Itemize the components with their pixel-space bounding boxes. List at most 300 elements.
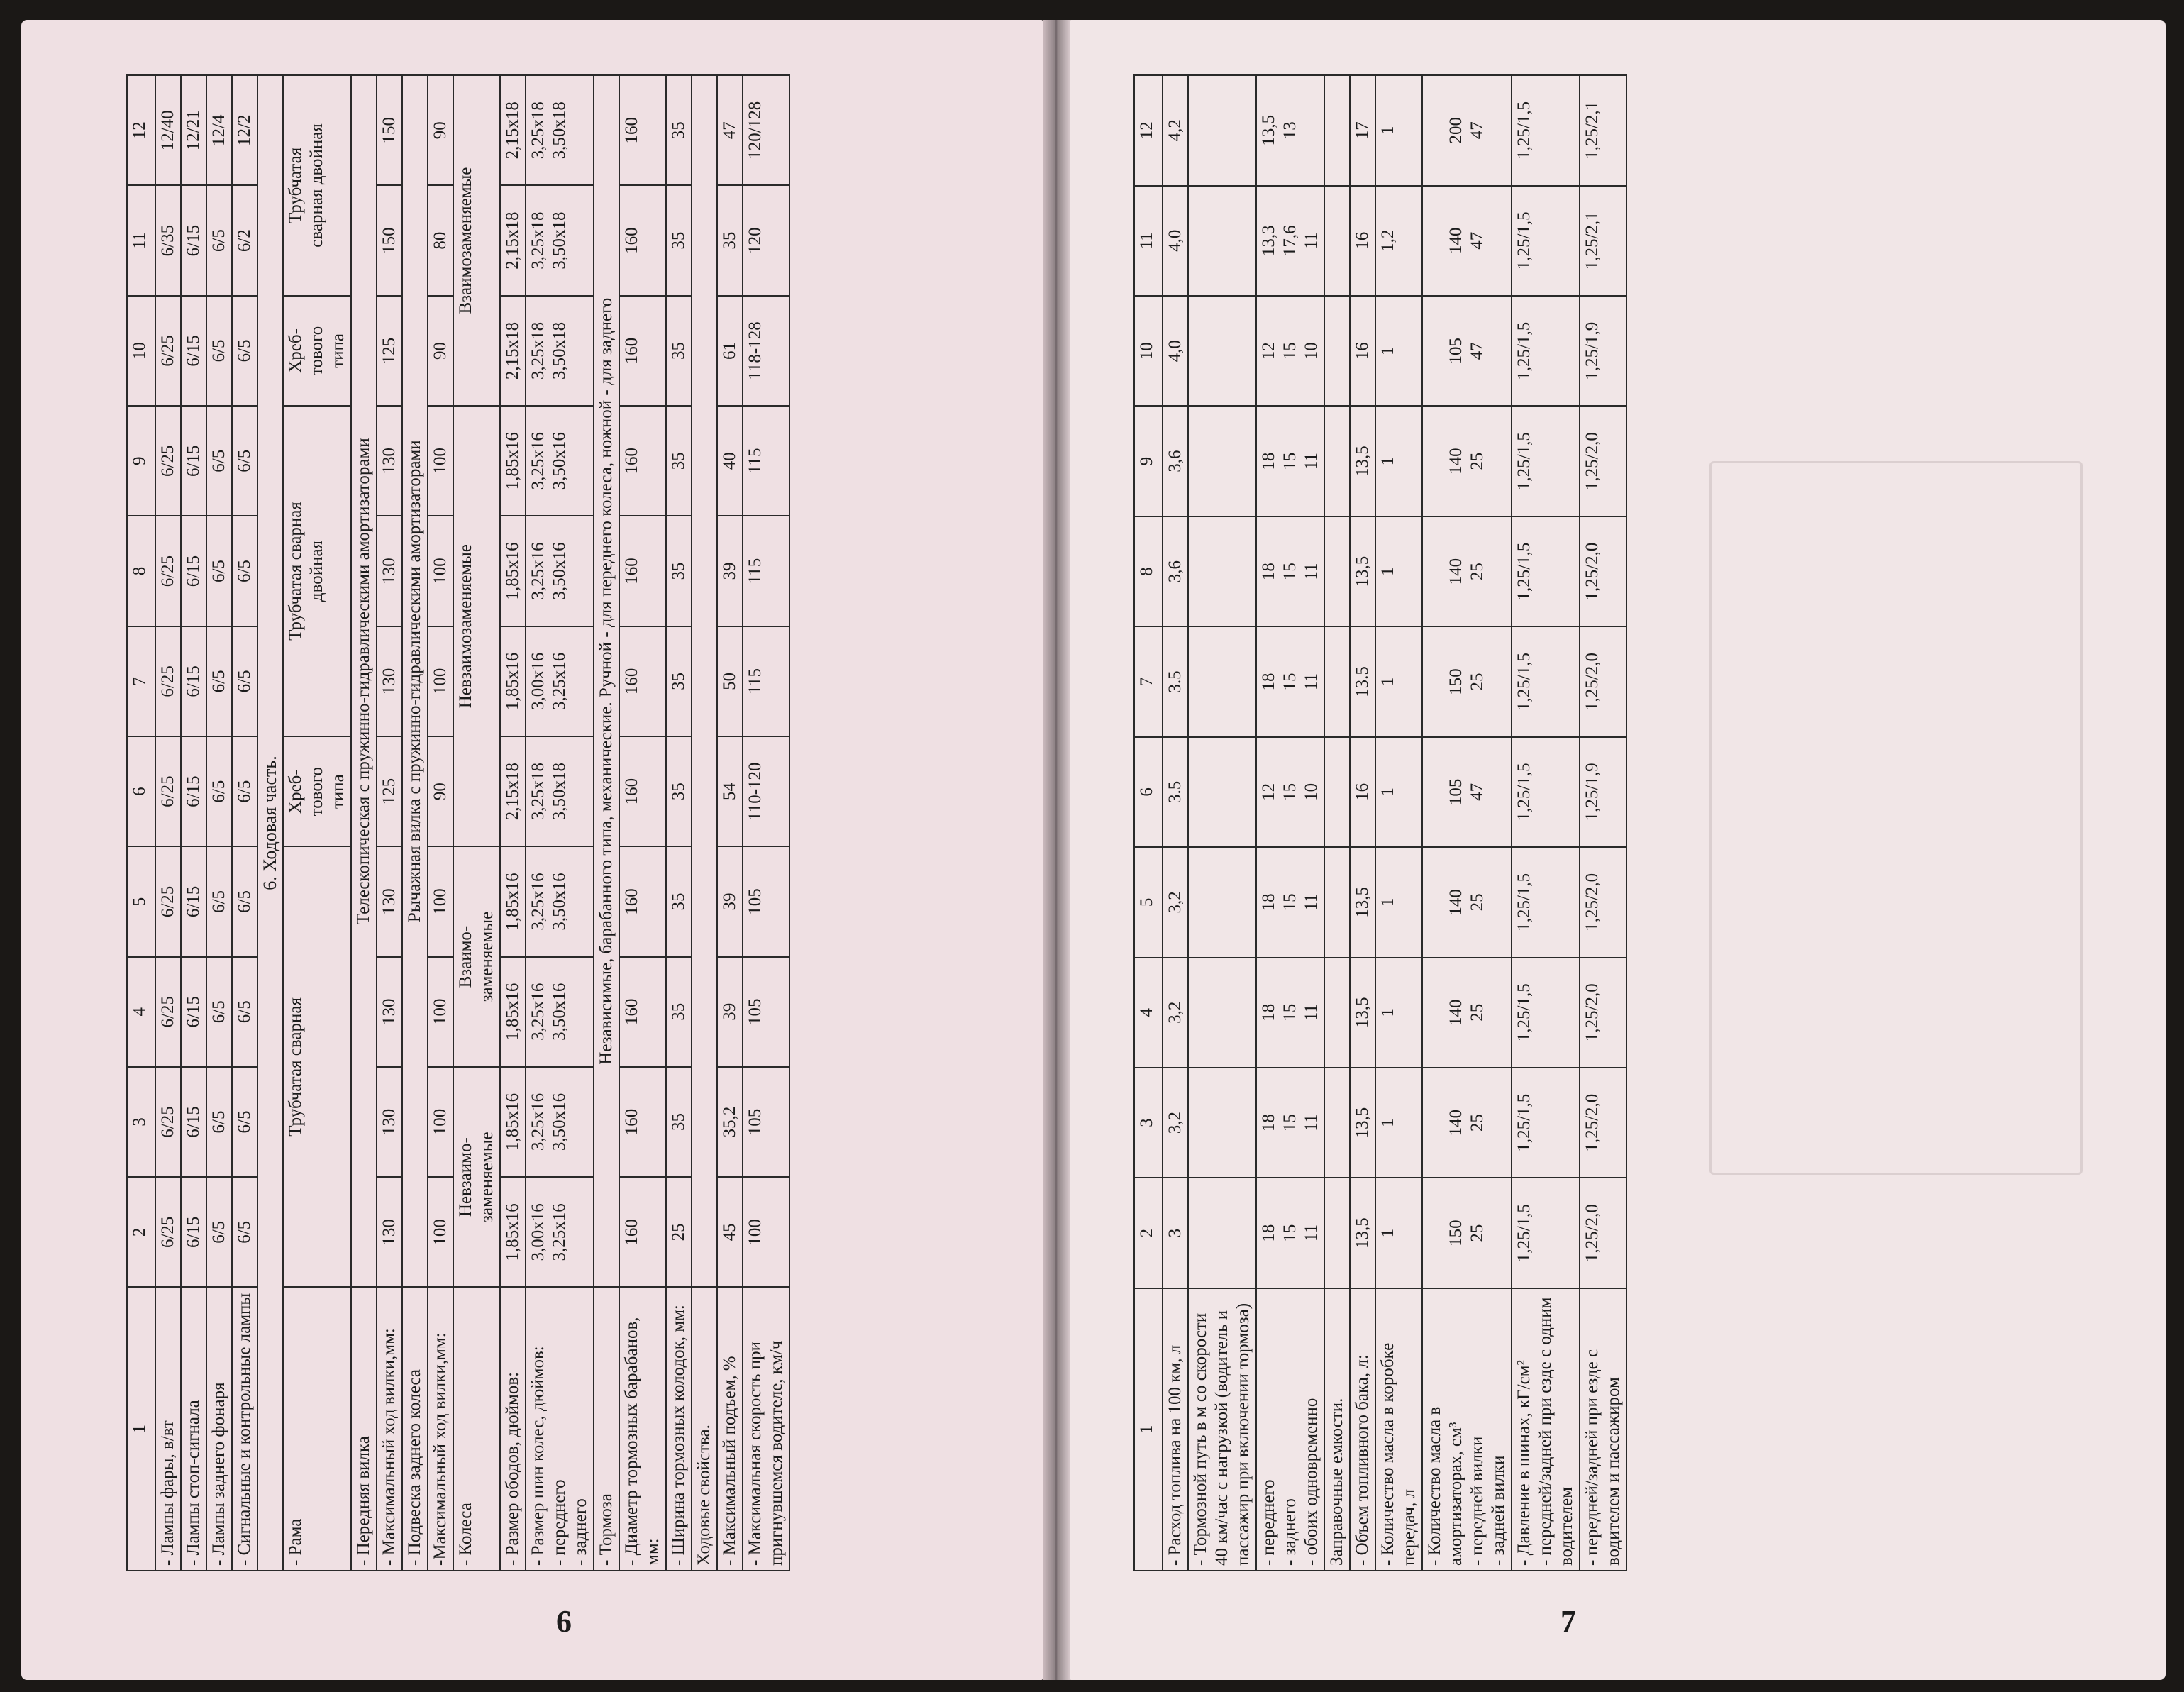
row-value: 1 (1375, 296, 1422, 406)
column-header: 6 (127, 736, 155, 846)
row-value: 1 (1375, 626, 1422, 736)
row-value: 6/25 (155, 516, 181, 626)
row-label: - Диаметр тормозных барабанов, мм: (619, 1287, 666, 1571)
row-value: 35 (666, 1067, 692, 1177)
row-value: 12/21 (181, 75, 206, 186)
row-value: 2,15x18 (500, 186, 526, 296)
row-value: 105 47 (1422, 296, 1512, 406)
row-value (1188, 406, 1256, 516)
row-value: 6/5 (206, 1177, 232, 1287)
row-label: - Рама (283, 1287, 351, 1571)
row-value: 61 (717, 296, 743, 406)
row-value: 3,2 (1163, 958, 1188, 1068)
row-value: 18 15 11 (1256, 406, 1324, 516)
row-value: 18 15 11 (1256, 626, 1324, 736)
row-value: 1,25/2,1 (1580, 75, 1626, 186)
row-label: - Размер шин колес, дюймов: - переднего - заднего (526, 1287, 594, 1571)
row-value: 3.5 (1163, 626, 1188, 736)
row-value: 1 (1375, 737, 1422, 847)
row-value: 125 (377, 296, 402, 406)
row-value: 39 (717, 516, 743, 626)
column-header: 4 (127, 957, 155, 1067)
row-value (1188, 1068, 1256, 1178)
column-header: 12 (1134, 75, 1163, 186)
row-value: 3,00x16 3,25x16 (526, 1177, 594, 1287)
row-value: 160 (619, 626, 666, 736)
row-value (1188, 626, 1256, 736)
row-value: 1,25/1,5 (1512, 847, 1580, 957)
table-row (232, 75, 257, 1571)
row-value: 1,25/2,0 (1580, 847, 1626, 957)
row-value (1324, 186, 1350, 296)
table-row (619, 75, 666, 1571)
left-specs-table-wrapper (126, 74, 790, 1571)
row-value: 6/5 (232, 1177, 257, 1287)
row-value: 100 (428, 846, 453, 956)
row-value: 35,2 (717, 1067, 743, 1177)
row-value: 1,25/1,5 (1512, 296, 1580, 406)
row-label: -Максимальный ход вилки,мм: (428, 1287, 453, 1571)
row-value: 110-120 (743, 736, 789, 846)
row-label: - Расход топлива на 100 км, л (1163, 1288, 1188, 1571)
row-value: 1,25/1,5 (1512, 75, 1580, 186)
row-value: 6/15 (181, 1177, 206, 1287)
row-label: - Подвеска заднего колеса (402, 1287, 428, 1571)
row-value: 39 (717, 846, 743, 956)
row-value: 3,25x16 3,50x16 (526, 406, 594, 516)
row-value: 18 15 11 (1256, 516, 1324, 626)
row-value: 150 (377, 186, 402, 296)
row-label: - передней/задней при езде с водителем и пассажиром (1580, 1288, 1626, 1571)
row-value: 115 (743, 626, 789, 736)
row-value: 6/15 (181, 1067, 206, 1177)
row-value: 140 25 (1422, 847, 1512, 957)
row-value: 6/15 (181, 516, 206, 626)
row-value: 45 (717, 1177, 743, 1287)
row-value: 6/35 (155, 186, 181, 296)
row-value: 4,0 (1163, 296, 1188, 406)
row-label: - переднего - заднего - обоих одновременно (1256, 1288, 1324, 1571)
row-value: 1 (1375, 1068, 1422, 1178)
row-value: 6/5 (232, 406, 257, 516)
column-header: 9 (1134, 406, 1163, 516)
grouped-value: Хреб- тового типа (283, 296, 351, 406)
row-value: 2,15x18 (500, 296, 526, 406)
row-value: 6/5 (232, 957, 257, 1067)
row-value: 1 (1375, 847, 1422, 957)
row-value: 140 25 (1422, 406, 1512, 516)
row-value: 1,85x16 (500, 1067, 526, 1177)
row-value: 1,25/1,5 (1512, 626, 1580, 736)
spanning-value: Телескопическая с пружинно-гидравлическими амортизаторами (351, 75, 377, 1287)
row-label: - Объем топливного бака, л: (1350, 1288, 1375, 1571)
column-header: 11 (1134, 186, 1163, 296)
empty-cell (692, 75, 717, 1287)
row-value: 160 (619, 736, 666, 846)
table-row (717, 75, 743, 1571)
row-value: 160 (619, 516, 666, 626)
row-value: 3,25x18 3,50x18 (526, 296, 594, 406)
row-value: 1,25/2,0 (1580, 406, 1626, 516)
row-value (1324, 626, 1350, 736)
row-value: 1,25/2,0 (1580, 1068, 1626, 1178)
table-row (526, 75, 594, 1571)
table-row (206, 75, 232, 1571)
row-value: 6/15 (181, 186, 206, 296)
row-value: 6/2 (232, 186, 257, 296)
row-value: 160 (619, 186, 666, 296)
row-value: 6/5 (206, 1067, 232, 1177)
row-value: 12/2 (232, 75, 257, 186)
row-label: Ходовые свойства. (692, 1287, 717, 1571)
row-value: 1,25/1,5 (1512, 406, 1580, 516)
table-row (377, 75, 402, 1571)
table-row (155, 75, 181, 1571)
row-value: 6/15 (181, 846, 206, 956)
row-value: 130 (377, 1177, 402, 1287)
table-header-row (1134, 75, 1163, 1571)
row-value (1188, 516, 1256, 626)
row-value: 100 (428, 406, 453, 516)
row-value: 1 (1375, 406, 1422, 516)
row-value: 35 (666, 186, 692, 296)
row-value: 150 25 (1422, 1178, 1512, 1288)
row-value: 6/25 (155, 296, 181, 406)
row-value (1188, 186, 1256, 296)
row-value: 130 (377, 1067, 402, 1177)
row-value: 6/15 (181, 296, 206, 406)
table-row (666, 75, 692, 1571)
row-value: 3,00x16 3,25x16 (526, 626, 594, 736)
row-value: 35 (717, 186, 743, 296)
row-value: 3,2 (1163, 1068, 1188, 1178)
row-value: 13,5 (1350, 1178, 1375, 1288)
row-value (1324, 958, 1350, 1068)
row-value (1324, 516, 1350, 626)
row-value: 100 (428, 516, 453, 626)
row-value: 6/5 (206, 846, 232, 956)
row-value: 3 (1163, 1178, 1188, 1288)
row-value: 6/5 (232, 516, 257, 626)
row-value: 100 (743, 1177, 789, 1287)
row-value: 160 (619, 1177, 666, 1287)
row-value: 13,5 13 (1256, 75, 1324, 186)
row-value: 3,25x18 3,50x18 (526, 75, 594, 186)
table-row (181, 75, 206, 1571)
row-value: 1,25/2,1 (1580, 186, 1626, 296)
column-header: 12 (127, 75, 155, 186)
row-value: 3,25x16 3,50x16 (526, 957, 594, 1067)
row-value: 120/128 (743, 75, 789, 186)
row-value: 150 25 (1422, 626, 1512, 736)
row-label: - Количество масла в амортизаторах, см³ - передней вилки - задней вилки (1422, 1288, 1512, 1571)
row-value: 1 (1375, 516, 1422, 626)
table-row (283, 75, 351, 1571)
row-value: 2,15x18 (500, 736, 526, 846)
table-row (1512, 75, 1580, 1571)
row-value: 100 (428, 1177, 453, 1287)
row-value: 16 (1350, 186, 1375, 296)
table-row (402, 75, 428, 1571)
row-label: - Максимальная скорость при пригнувшемся водителе, км/ч (743, 1287, 789, 1571)
row-label: - Передняя вилка (351, 1287, 377, 1571)
row-value: 35 (666, 296, 692, 406)
row-value: 47 (717, 75, 743, 186)
row-value: 140 47 (1422, 186, 1512, 296)
column-header: 7 (1134, 626, 1163, 736)
row-value: 4,2 (1163, 75, 1188, 186)
section-row (257, 75, 283, 1571)
row-value: 1,25/2,0 (1580, 958, 1626, 1068)
page-number-right: 7 (1561, 1604, 1576, 1639)
row-value: 35 (666, 75, 692, 186)
column-header: 8 (1134, 516, 1163, 626)
row-value (1324, 1178, 1350, 1288)
row-label: - Тормозной путь в м со скорости 40 км/час с нагрузкой (водитель и пассажир при включении тормоза) (1188, 1288, 1256, 1571)
performance-specs-table (1133, 74, 1627, 1571)
row-value: 1,25/1,9 (1580, 737, 1626, 847)
row-value: 90 (428, 75, 453, 186)
row-value: 6/15 (181, 957, 206, 1067)
table-row (1422, 75, 1512, 1571)
row-value: 39 (717, 957, 743, 1067)
row-value (1188, 1178, 1256, 1288)
row-value: 6/5 (206, 626, 232, 736)
row-value: 160 (619, 846, 666, 956)
row-value: 1,25/1,5 (1512, 1068, 1580, 1178)
table-row (594, 75, 619, 1571)
row-value: 12 15 10 (1256, 737, 1324, 847)
row-value: 100 (428, 1067, 453, 1177)
row-label: - Сигнальные и контрольные лампы (232, 1287, 257, 1571)
row-value: 6/15 (181, 626, 206, 736)
row-value: 6/25 (155, 1177, 181, 1287)
table-row (1375, 75, 1422, 1571)
row-value: 3,25x18 3,50x18 (526, 186, 594, 296)
row-value (1188, 296, 1256, 406)
column-header: 2 (127, 1177, 155, 1287)
column-header: 7 (127, 626, 155, 736)
row-value: 80 (428, 186, 453, 296)
row-value: 1,25/1,5 (1512, 516, 1580, 626)
row-value: 13,5 (1350, 516, 1375, 626)
row-value: 35 (666, 516, 692, 626)
row-value: 12 15 10 (1256, 296, 1324, 406)
row-label: - Лампы заднего фонаря (206, 1287, 232, 1571)
row-value: 13,5 (1350, 1068, 1375, 1178)
row-value: 18 15 11 (1256, 847, 1324, 957)
row-value: 1,85x16 (500, 406, 526, 516)
column-header: 2 (1134, 1178, 1163, 1288)
row-value: 1,25/2,0 (1580, 516, 1626, 626)
row-value: 130 (377, 516, 402, 626)
row-value: 6/5 (206, 736, 232, 846)
row-value: 12/40 (155, 75, 181, 186)
row-value: 2,15x18 (500, 75, 526, 186)
row-value: 6/5 (232, 1067, 257, 1177)
row-value: 18 15 11 (1256, 958, 1324, 1068)
row-label: - Лампы фары, в/вт (155, 1287, 181, 1571)
row-value: 6/25 (155, 736, 181, 846)
table-row (351, 75, 377, 1571)
grouped-value: Невзаимо- заменяемые (453, 1067, 500, 1288)
row-value (1324, 406, 1350, 516)
row-value: 4,0 (1163, 186, 1188, 296)
row-value: 54 (717, 736, 743, 846)
row-value: 25 (666, 1177, 692, 1287)
row-value: 6/5 (206, 186, 232, 296)
row-value: 3.5 (1163, 737, 1188, 847)
column-header: 5 (1134, 847, 1163, 957)
grouped-value: Взаимозаменяемые (453, 75, 500, 406)
table-row (428, 75, 453, 1571)
row-value: 6/25 (155, 626, 181, 736)
row-value: 35 (666, 736, 692, 846)
grouped-value: Трубчатая сварная двойная (283, 406, 351, 736)
column-header: 8 (127, 516, 155, 626)
row-value: 3,25x18 3,50x18 (526, 736, 594, 846)
row-value (1324, 1068, 1350, 1178)
table-row (1350, 75, 1375, 1571)
row-value (1188, 75, 1256, 186)
row-value: 3,6 (1163, 516, 1188, 626)
spanning-value: Независимые, барабанного типа, механические. Ручной - для переднего колеса, ножной - для заднего (594, 75, 619, 1287)
row-value: 100 (428, 626, 453, 736)
row-value: 16 (1350, 296, 1375, 406)
row-value: 6/25 (155, 957, 181, 1067)
row-value: 17 (1350, 75, 1375, 186)
row-value: 1 (1375, 958, 1422, 1068)
row-label: - Максимальный подъем, % (717, 1287, 743, 1571)
row-value: 3,25x16 3,50x16 (526, 1067, 594, 1177)
row-value (1324, 737, 1350, 847)
row-value: 35 (666, 626, 692, 736)
grouped-value: Хреб- тового типа (283, 736, 351, 846)
row-value: 105 (743, 957, 789, 1067)
row-value: 3,2 (1163, 847, 1188, 957)
row-value: 13,5 (1350, 958, 1375, 1068)
row-value: 130 (377, 626, 402, 736)
row-value: 35 (666, 846, 692, 956)
column-header: 5 (127, 846, 155, 956)
row-value (1188, 958, 1256, 1068)
row-value: 90 (428, 296, 453, 406)
row-value (1188, 737, 1256, 847)
row-label: - Ширина тормозных колодок, мм: (666, 1287, 692, 1571)
row-value: 115 (743, 516, 789, 626)
row-value: 130 (377, 846, 402, 956)
row-value: 12/4 (206, 75, 232, 186)
column-header: 10 (127, 296, 155, 406)
column-header: 3 (127, 1067, 155, 1177)
row-value: 6/5 (206, 957, 232, 1067)
row-value (1188, 847, 1256, 957)
row-value: 1,85x16 (500, 1177, 526, 1287)
row-value: 6/5 (232, 846, 257, 956)
row-value: 6/5 (206, 516, 232, 626)
row-value: 13.5 (1350, 626, 1375, 736)
row-value: 105 (743, 1067, 789, 1177)
table-row (1580, 75, 1626, 1571)
row-value (1324, 296, 1350, 406)
row-value: 1,25/2,0 (1580, 1178, 1626, 1288)
row-label: Заправочные емкости. (1324, 1288, 1350, 1571)
row-value: 50 (717, 626, 743, 736)
row-value: 160 (619, 406, 666, 516)
row-value: 140 25 (1422, 1068, 1512, 1178)
row-value: 1,85x16 (500, 957, 526, 1067)
column-header: 9 (127, 406, 155, 516)
row-value: 105 (743, 846, 789, 956)
row-value: 35 (666, 957, 692, 1067)
row-value: 1,2 (1375, 186, 1422, 296)
column-header: 6 (1134, 737, 1163, 847)
row-label: - Колеса (453, 1287, 500, 1571)
row-value: 140 25 (1422, 958, 1512, 1068)
row-label: - Максимальный ход вилки,мм: (377, 1287, 402, 1571)
row-value: 6/25 (155, 846, 181, 956)
row-value: 13,5 (1350, 406, 1375, 516)
column-header: 3 (1134, 1068, 1163, 1178)
row-value: 3,25x16 3,50x16 (526, 846, 594, 956)
table-row (743, 75, 789, 1571)
row-value: 1,85x16 (500, 516, 526, 626)
row-value: 1,25/1,5 (1512, 1178, 1580, 1288)
table-row (1324, 75, 1350, 1571)
row-value: 160 (619, 296, 666, 406)
row-value: 120 (743, 186, 789, 296)
table-row (500, 75, 526, 1571)
row-value: 1,85x16 (500, 626, 526, 736)
table-row (1188, 75, 1256, 1571)
row-value: 150 (377, 75, 402, 186)
row-value: 1 (1375, 1178, 1422, 1288)
row-value: 13,3 17,6 11 (1256, 186, 1324, 296)
row-label: - Тормоза (594, 1287, 619, 1571)
section-title: 6. Ходовая часть. (257, 75, 283, 1571)
row-value: 105 47 (1422, 737, 1512, 847)
row-label: - Лампы стоп-сигнала (181, 1287, 206, 1571)
row-value: 160 (619, 1067, 666, 1177)
row-value: 6/5 (206, 406, 232, 516)
row-value: 3,25x16 3,50x16 (526, 516, 594, 626)
table-row (692, 75, 717, 1571)
row-value: 6/5 (232, 296, 257, 406)
right-specs-table-wrapper (1133, 74, 1627, 1571)
row-value: 18 15 11 (1256, 1178, 1324, 1288)
table-header-row (127, 75, 155, 1571)
row-value: 13,5 (1350, 847, 1375, 957)
table-row (1163, 75, 1188, 1571)
row-value: 115 (743, 406, 789, 516)
row-value: 200 47 (1422, 75, 1512, 186)
column-header: 10 (1134, 296, 1163, 406)
row-value: 1,25/1,5 (1512, 958, 1580, 1068)
row-value: 3,6 (1163, 406, 1188, 516)
bleed-through-frame (1709, 461, 2083, 1175)
row-value: 160 (619, 957, 666, 1067)
row-value (1324, 75, 1350, 186)
chassis-specs-table (126, 74, 790, 1571)
table-row (1256, 75, 1324, 1571)
row-label: - Давление в шинах, кГ/см² - передней/задней при езде с одним водителем (1512, 1288, 1580, 1571)
row-value: 1,25/2,0 (1580, 626, 1626, 736)
row-value (1324, 847, 1350, 957)
row-value: 118-128 (743, 296, 789, 406)
grouped-value: Трубчатая сварная (283, 846, 351, 1287)
row-value: 1,25/1,5 (1512, 186, 1580, 296)
row-value: 100 (428, 957, 453, 1067)
